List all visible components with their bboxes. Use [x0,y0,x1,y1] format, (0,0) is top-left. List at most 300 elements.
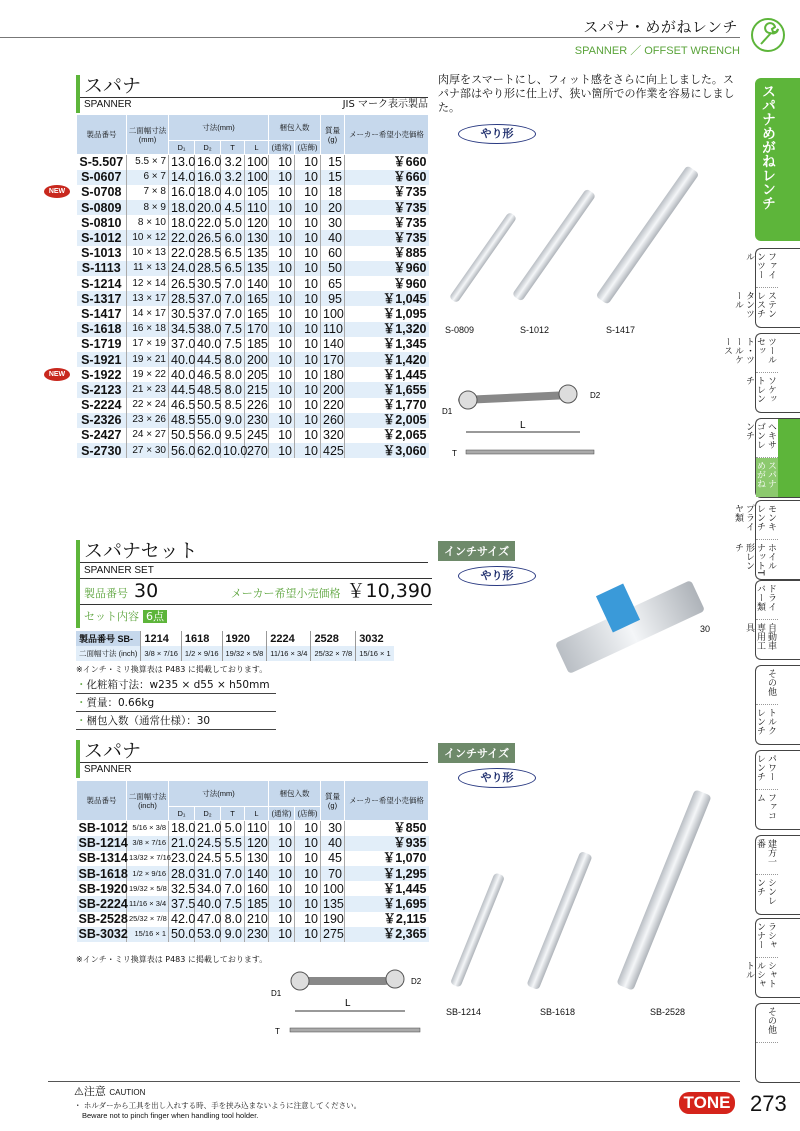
table-row [77,155,429,170]
cell-d2: 28.5 [195,261,221,276]
cell-s: 10 [295,866,321,881]
cell-n: 10 [269,352,295,367]
cell-width: 17 × 19 [127,337,169,352]
set-size-cell: 19/32 × 5/8 [222,646,267,661]
cell-width: 5.5 × 7 [127,155,169,170]
diagram-label-l: L [520,420,526,431]
cell-code: S-1317 [77,291,127,306]
table-row [77,927,429,942]
cell-g: 60 [321,246,345,261]
cell-l: 105 [245,185,269,200]
section-subtitle: SPANNER [80,762,428,777]
page-header-subtitle: SPANNER ／ OFFSET WRENCH [574,45,740,57]
cell-s: 10 [295,836,321,851]
cell-d2: 20.0 [195,200,221,215]
cell-code: S-1113 [77,261,127,276]
cell-g: 190 [321,912,345,927]
new-badge: NEW [44,185,70,198]
cell-width: 1/2 × 9/16 [127,866,169,881]
bullet-icon: ・ [76,715,87,727]
cell-d2: 56.0 [195,428,221,443]
set-code-cell: 1920 [222,631,267,646]
table-row [77,428,429,443]
sidebar-tab[interactable] [755,665,800,745]
page-number: 273 [750,1091,787,1116]
col-dims: 寸法(mm) [169,781,269,807]
cell-s: 10 [295,912,321,927]
set-contents-row [80,604,432,628]
diagram-label-d1: D1 [442,407,453,416]
caution-body [74,1101,361,1121]
cell-price: ￥1,295 [345,866,429,881]
cell-t: 7.0 [221,866,245,881]
cell-d1: 24.0 [169,261,195,276]
cell-code: SB-1214 [78,836,128,851]
cell-s: 10 [295,261,321,276]
sidebar-tab-label: ファコム [755,793,776,820]
sidebar-tab[interactable] [755,835,800,915]
cell-d2: 47.0 [195,912,221,927]
cell-d2: 37.0 [195,291,221,306]
cell-n: 10 [269,382,295,397]
set-spec-text: 化粧箱寸法：w235 × d55 × h50mm [86,679,270,691]
spanner-inch-spec-table [76,780,429,942]
sidebar-tab-label [756,1043,778,1082]
diagram-label-t: T [452,449,457,458]
cell-s: 10 [295,276,321,291]
set-table-sizes-row [76,646,394,661]
table-row [77,261,429,276]
set-code-cell: 2224 [267,631,311,646]
cell-s: 10 [295,170,321,185]
table-row [77,912,429,927]
set-size-cell: 1/2 × 9/16 [181,646,222,661]
section-spanner-inch [76,740,428,778]
cell-d1: 40.0 [169,367,195,382]
cell-d2: 22.0 [195,215,221,230]
cell-t: 8.0 [221,912,245,927]
cell-l: 185 [245,337,269,352]
cell-width: 25/32 × 7/8 [127,912,169,927]
cell-d2: 26.5 [195,230,221,245]
cell-price: ￥1,320 [345,322,429,337]
sidebar-tab[interactable] [744,580,800,660]
photo-caption: SB-1618 [540,1007,576,1017]
section-title: スパナセット [84,540,198,562]
wrench-photo-s0809 [449,212,517,304]
col-dims: 寸法(mm) [169,115,269,141]
cell-g: 180 [321,367,345,382]
contents-label: セット内容 [84,610,139,623]
cell-d2: 55.0 [195,413,221,428]
page-header-title: スパナ・めがねレンチ [583,18,738,36]
cell-t: 4.0 [221,185,245,200]
cell-d2: 28.5 [195,246,221,261]
sidebar-active-tab[interactable] [755,78,800,241]
cell-g: 15 [321,155,345,170]
cell-l: 185 [245,896,269,911]
cell-d1: 22.0 [169,246,195,261]
cell-t: 7.0 [221,291,245,306]
cell-d1: 22.0 [169,230,195,245]
cell-l: 120 [245,836,269,851]
cell-s: 10 [295,896,321,911]
col-pack: 梱包入数 [269,781,321,807]
cell-d1: 37.5 [169,896,195,911]
cell-l: 165 [245,306,269,321]
cell-s: 10 [295,413,321,428]
cell-n: 10 [269,322,295,337]
cell-g: 65 [321,276,345,291]
cell-d1: 32.5 [169,881,195,896]
product-description: 肉厚をスマートにし、フィット感をさらに向上しました。スパナ部はやり形に仕上げ、狭い箇所での作業を容易にしました。 [438,73,735,114]
cell-price: ￥1,445 [345,367,429,382]
cell-d2: 21.0 [195,821,221,836]
photo-caption: S-0809 [445,325,475,335]
wrench-photo-s1417 [595,165,699,305]
cell-width: 7 × 8 [127,185,169,200]
cell-n: 10 [269,398,295,413]
col-pack: 梱包入数 [269,115,321,141]
cell-s: 10 [295,215,321,230]
cell-n: 10 [269,230,295,245]
cell-n: 10 [269,291,295,306]
col-width: 二面幅寸法(inch) [127,781,169,821]
table-row [77,398,429,413]
cell-g: 15 [321,170,345,185]
cell-s: 10 [295,322,321,337]
cell-d1: 14.0 [169,170,195,185]
sidebar-tab[interactable] [733,500,800,580]
bullet-icon: ・ [76,697,87,709]
cell-d2: 40.0 [195,896,221,911]
cell-g: 50 [321,261,345,276]
cell-l: 120 [245,215,269,230]
cell-l: 140 [245,276,269,291]
cell-t: 7.0 [221,881,245,896]
caution-en: CAUTION [109,1088,146,1097]
cell-l: 270 [245,443,269,458]
cell-n: 10 [269,866,295,881]
cell-g: 40 [321,836,345,851]
cell-d1: 48.5 [169,413,195,428]
spanner-spec-table [76,114,429,458]
inch-size-badge: インチサイズ [438,743,515,763]
cell-g: 425 [321,443,345,458]
cell-width: 27 × 30 [127,443,169,458]
cell-d2: 16.0 [195,170,221,185]
section-spanner-set [76,540,432,628]
cell-code: S-0809 [77,200,127,215]
cell-l: 245 [245,428,269,443]
sidebar-tab-label: ラシャンナー [756,919,778,958]
cell-d2: 37.0 [195,306,221,321]
cell-g: 70 [321,866,345,881]
table-row [77,291,429,306]
set-code-row [80,578,432,603]
cell-n: 10 [269,155,295,170]
cell-l: 226 [245,398,269,413]
cell-code: SB-1618 [78,866,128,881]
sidebar-tab-label: トルクレンチ [755,708,776,735]
table-row [77,276,429,291]
cell-g: 100 [321,881,345,896]
cell-code: SB-2528 [78,912,128,927]
sidebar-tab[interactable] [744,418,800,498]
cell-d1: 44.5 [169,382,195,397]
jis-label: JIS マーク表示製品 [342,99,428,110]
photo-caption: 30 [700,624,711,634]
cell-width: 13 × 17 [127,291,169,306]
cell-price: ￥1,345 [345,337,429,352]
sidebar-tab[interactable] [722,333,800,413]
sidebar-tab[interactable] [755,750,800,830]
cell-g: 20 [321,200,345,215]
set-size-cell: 25/32 × 7/8 [311,646,356,661]
sidebar-tab-label: ステンレスチタンツール [733,291,776,318]
cell-code: S-0810 [81,215,122,230]
brand-logo: TONE [679,1092,735,1114]
cell-s: 10 [295,337,321,352]
section-spanner [76,75,428,113]
cell-code: S-0607 [77,170,127,185]
set-price-row [231,579,432,606]
caution-text-en: Beware not to pinch finger when handling tool holder. [82,1111,259,1120]
cell-g: 140 [321,337,345,352]
cell-g: 40 [321,230,345,245]
cell-g: 320 [321,428,345,443]
cell-t: 5.5 [221,851,245,866]
wrench-photo-sb2528 [616,789,711,990]
photo-caption: SB-1214 [446,1007,482,1017]
cell-d2: 50.5 [195,398,221,413]
cell-price: ￥1,695 [345,896,429,911]
cell-l: 130 [245,230,269,245]
cell-width: 11/16 × 3/4 [127,896,169,911]
cell-g: 200 [321,382,345,397]
cell-n: 10 [269,428,295,443]
sidebar-active-label: スパナめがねレンチ [760,84,776,210]
cell-width: 8 × 10 [127,215,169,230]
cell-width: 11 × 13 [127,261,169,276]
cell-price: ￥935 [345,836,429,851]
cell-t: 7.0 [221,276,245,291]
cell-n: 10 [269,246,295,261]
cell-width: 6 × 7 [127,170,169,185]
sidebar-tab-label: パワーレンチ [756,751,778,790]
diagram-label-d1: D1 [271,989,282,998]
cell-code: S-2326 [77,413,127,428]
cell-code: SB-1012 [78,821,128,836]
cell-d1: 18.0 [169,200,195,215]
cell-n: 10 [269,927,295,942]
section-subtitle [80,97,428,112]
cell-d2: 18.0 [195,185,221,200]
set-spec-item [76,713,276,730]
table-row [77,246,429,261]
dimension-diagram [440,370,620,465]
cell-d2: 31.0 [195,866,221,881]
cell-g: 100 [321,306,345,321]
cell-d1: 30.5 [169,306,195,321]
cell-t: 9.0 [221,927,245,942]
set-table-size-label: 二面幅寸法 (inch) [76,646,141,661]
col-mass: 質量(g) [321,781,345,821]
cell-width: 16 × 18 [127,322,169,337]
table-row [77,352,429,367]
col-d2: D₂ [195,807,221,821]
set-price: ￥10,390 [346,580,432,602]
sidebar-tab-label: ホイルナットT形レンチ [733,543,776,576]
diagram-label-l: L [345,998,351,1009]
cell-price: ￥1,070 [345,851,429,866]
sidebar-tab-label: ヘキサゴンレンチ [756,419,778,458]
set-code-cell: 1214 [141,631,182,646]
cell-g: 95 [321,291,345,306]
sidebar-tab-label: ドライバー類 [756,581,778,620]
shape-badge: やり形 [458,124,536,144]
cell-s: 10 [295,382,321,397]
cell-code: S-2730 [77,443,127,458]
cell-n: 10 [269,821,295,836]
cell-t: 3.2 [221,155,245,170]
cell-s: 10 [295,246,321,261]
table-row [77,382,429,397]
cell-width: 19/32 × 5/8 [127,881,169,896]
cell-d1: 34.5 [169,322,195,337]
cell-d1: 21.0 [169,836,195,851]
cell-d2: 53.0 [195,927,221,942]
cell-l: 170 [245,322,269,337]
cell-n: 10 [269,200,295,215]
col-l: L [245,807,269,821]
cell-t: 8.0 [221,382,245,397]
cell-n: 10 [269,276,295,291]
price-label: メーカー希望小売価格 [230,587,341,600]
cell-d2: 38.0 [195,322,221,337]
cell-d1: 56.0 [169,443,195,458]
bullet-icon: ・ [76,679,87,691]
wrench-photo-s1012 [512,188,596,301]
table-row [77,881,429,896]
set-size-cell: 15/16 × 1 [356,646,394,661]
inch-size-badge: インチサイズ [438,541,515,561]
cell-width: 12 × 14 [127,276,169,291]
table-row [77,367,429,382]
cell-d1: 13.0 [169,155,195,170]
section-title: スパナ [84,740,142,762]
cell-width: 14 × 17 [127,306,169,321]
cell-s: 10 [295,881,321,896]
section-title: スパナ [84,75,142,97]
cell-t: 5.0 [221,821,245,836]
cell-code: S-1719 [81,337,122,352]
cell-g: 30 [321,821,345,836]
cell-price: ￥2,365 [345,927,429,942]
cell-code: S-2427 [81,428,122,443]
cell-s: 10 [295,443,321,458]
cell-d2: 16.0 [195,155,221,170]
sidebar-tab[interactable] [733,248,800,328]
cell-s: 10 [295,291,321,306]
sidebar-tab-label: その他 [756,1004,778,1043]
sidebar-tab[interactable] [744,918,800,998]
col-width: 二面幅寸法(mm) [127,115,169,155]
sidebar-tab-label: シャトルシャトル [744,961,776,988]
sidebar-tab-label: モンキレンチプライヤ類 [756,501,778,540]
table-row [77,413,429,428]
footer-divider [48,1081,740,1082]
cell-price: ￥1,770 [345,398,429,413]
sidebar-tab-label: その他 [756,666,778,705]
cell-width: 19 × 22 [127,367,169,382]
sidebar-tab[interactable] [755,1003,800,1083]
cell-price: ￥960 [345,276,429,291]
set-code-cell: 1618 [181,631,222,646]
cell-n: 10 [269,836,295,851]
cell-code: SB-1314 [78,851,128,866]
cell-d1: 16.0 [169,185,195,200]
cell-l: 200 [245,352,269,367]
cell-code: S-1922 [81,367,122,382]
section-subtitle-text: SPANNER [84,99,132,110]
col-price: メーカー希望小売価格 [345,781,429,821]
cell-price: ￥660 [345,155,429,170]
diagram-label-d2: D2 [590,391,601,400]
cell-s: 10 [295,352,321,367]
cell-width: 10 × 12 [127,230,169,245]
cell-l: 230 [245,927,269,942]
cell-code: S-1618 [77,322,127,337]
cell-code: S-0708 [81,185,122,200]
col-store: (店飾) [295,141,321,155]
sidebar-tab-label: スパナめがねレンチ [756,458,778,497]
cell-price: ￥735 [345,200,429,215]
cell-d1: 37.0 [169,337,195,352]
cell-l: 140 [245,866,269,881]
section-subtitle: SPANNER SET [80,562,428,578]
col-code: 製品番号 [77,781,127,821]
cell-g: 135 [321,896,345,911]
cell-g: 30 [321,215,345,230]
col-normal: (通常) [269,807,295,821]
cell-g: 170 [321,352,345,367]
photo-caption: SB-2528 [650,1007,686,1017]
table-row [77,230,429,245]
cell-d1: 23.0 [169,851,195,866]
cell-d1: 28.5 [169,291,195,306]
col-t: T [221,141,245,155]
wrench-icon [751,18,785,52]
cell-g: 110 [321,322,345,337]
set-contents-table [76,631,394,661]
cell-s: 10 [295,398,321,413]
cell-n: 10 [269,215,295,230]
cell-d2: 30.5 [195,276,221,291]
cell-t: 6.0 [221,230,245,245]
cell-s: 10 [295,367,321,382]
set-table-code-label: 製品番号 SB- [76,631,141,646]
cell-t: 8.0 [221,367,245,382]
cell-t: 3.2 [221,170,245,185]
cell-code: SB-3032 [78,927,128,942]
cell-g: 45 [321,851,345,866]
photo-caption: S-1012 [520,325,550,335]
shape-badge: やり形 [458,768,536,788]
cell-d2: 40.0 [195,337,221,352]
cell-d1: 26.5 [169,276,195,291]
warning-icon: ⚠ [74,1085,84,1098]
